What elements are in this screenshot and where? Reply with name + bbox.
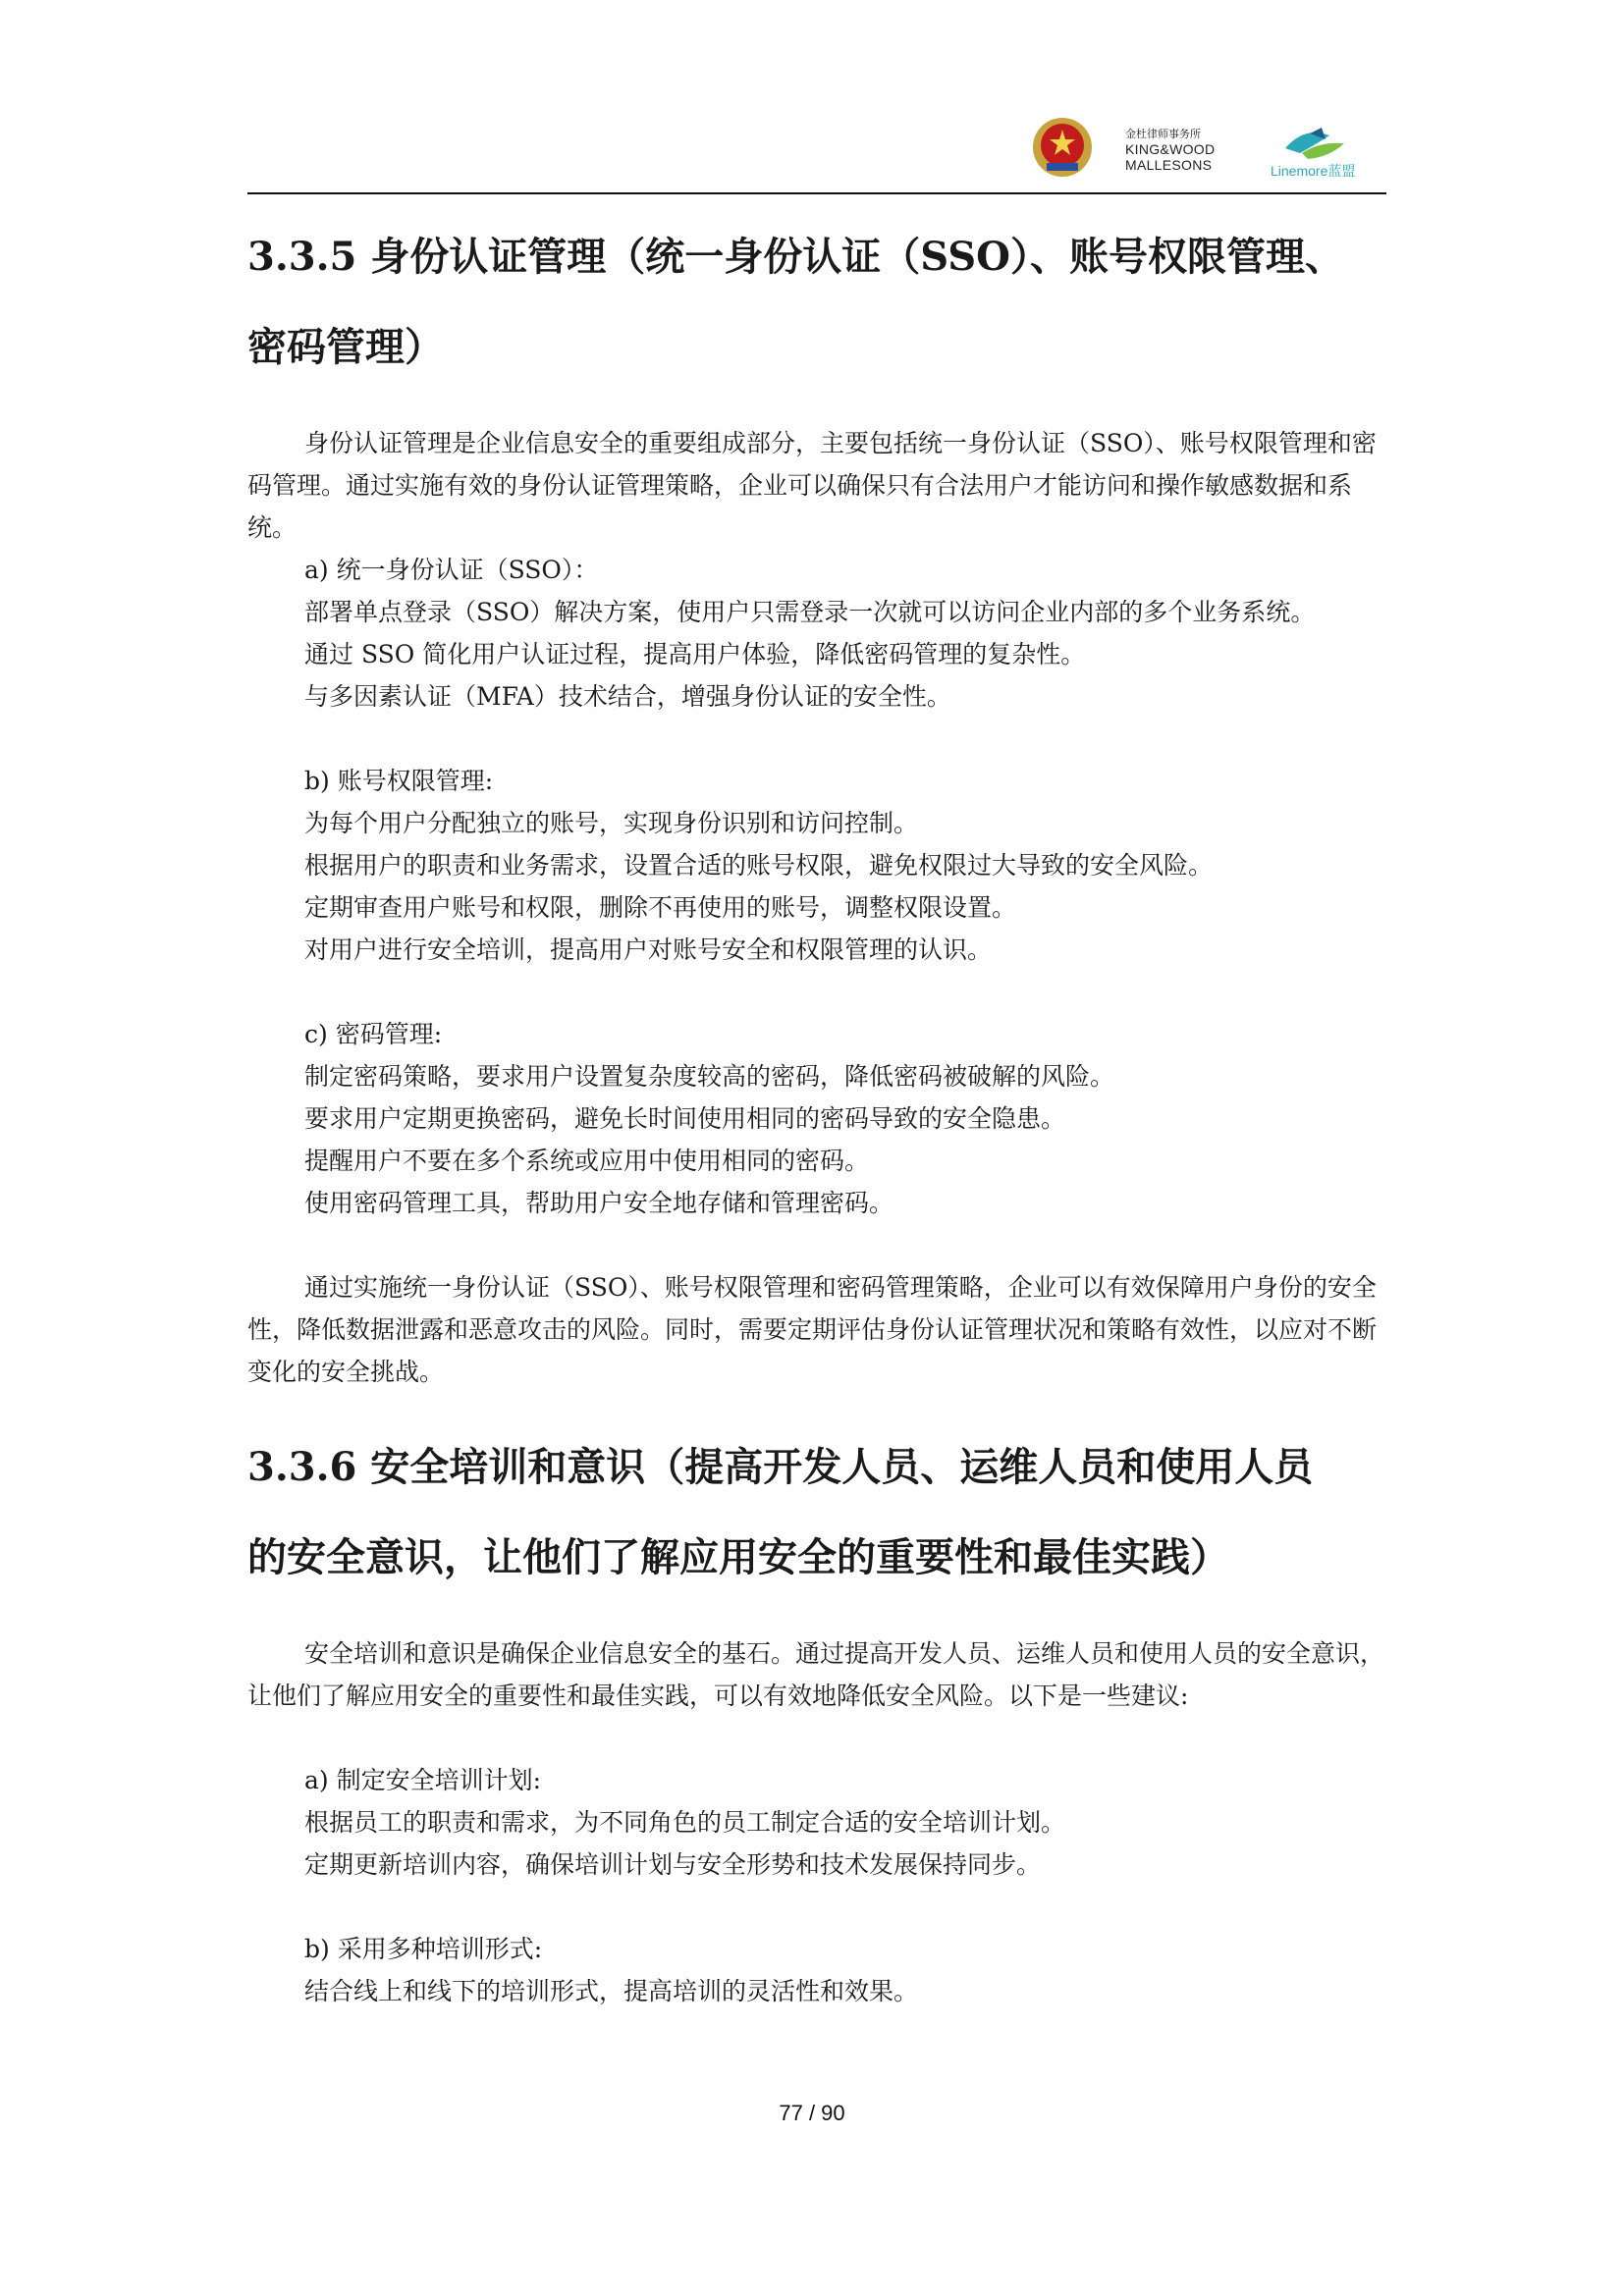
kwm-logo-cn: 金杜律师事务所 (1125, 129, 1201, 140)
section-335-title-line2: 密码管理） (247, 324, 444, 370)
section-335-c-item: 使用密码管理工具，帮助用户安全地存储和管理密码。 (304, 1189, 894, 1217)
section-335-b-item: 为每个用户分配独立的账号，实现身份识别和访问控制。 (304, 809, 919, 837)
section-336-intro: 安全培训和意识是确保企业信息安全的基石。通过提高开发人员、运维人员和使用人员的安全意识，让他们了解应用安全的重要性和最佳实践，可以有效地降低安全风险。以下是一些建议: (247, 1639, 1385, 1710)
linemore-logo-text: Linemore蓝盟 (1271, 163, 1356, 179)
header-rule (247, 192, 1386, 194)
section-335-a-item: 部署单点登录（SSO）解决方案，使用户只需登录一次就可以访问企业内部的多个业务系统。 (304, 598, 1316, 626)
header-logos (1031, 116, 1384, 187)
linemore-mark-icon (1280, 124, 1349, 163)
page-content (247, 212, 1386, 2012)
section-335-intro: 身份认证管理是企业信息安全的重要组成部分，主要包括统一身份认证（SSO）、账号权限管理和密码管理。通过实施有效的身份认证管理策略，企业可以确保只有合法用户才能访问和操作敏感数据和系统。 (247, 429, 1377, 542)
section-335-a-item: 通过 SSO 简化用户认证过程，提高用户体验，降低密码管理的复杂性。 (304, 640, 1086, 668)
section-335-b-item: 定期审查用户账号和权限，删除不再使用的账号，调整权限设置。 (304, 893, 1017, 922)
section-336-title-line1: 3.3.6 安全培训和意识（提高开发人员、运维人员和使用人员 (247, 1444, 1314, 1490)
section-335-c-item: 制定密码策略，要求用户设置复杂度较高的密码，降低密码被破解的风险。 (304, 1062, 1115, 1091)
section-335-b-item: 根据用户的职责和业务需求，设置合适的账号权限，避免权限过大导致的安全风险。 (304, 851, 1214, 880)
section-335-a-item: 与多因素认证（MFA）技术结合，增强身份认证的安全性。 (304, 682, 951, 711)
section-335-b-item: 对用户进行安全培训，提高用户对账号安全和权限管理的认识。 (304, 935, 993, 964)
section-335-a-title: a) 统一身份认证（SSO）： (304, 556, 599, 584)
kwm-logo-en-2: MALLESONS (1125, 157, 1213, 173)
section-336-b-title: b) 采用多种培训形式: (304, 1935, 543, 1963)
section-336-title-line2: 的安全意识，让他们了解应用安全的重要性和最佳实践） (247, 1534, 1229, 1580)
section-335-summary: 通过实施统一身份认证（SSO）、账号权限管理和密码管理策略，企业可以有效保障用户身份的安全性，降低数据泄露和恶意攻击的风险。同时，需要定期评估身份认证管理状况和策略有效性，以应对不断变化的安全挑战。 (247, 1273, 1378, 1386)
page-header (0, 0, 1624, 196)
section-336-a-item: 根据员工的职责和需求，为不同角色的员工制定合适的安全培训计划。 (304, 1808, 1066, 1837)
section-335-c-item: 要求用户定期更换密码，避免长时间使用相同的密码导致的安全隐患。 (304, 1104, 1066, 1133)
section-336-a-item: 定期更新培训内容，确保培训计划与安全形势和技术发展保持同步。 (304, 1850, 1042, 1879)
section-336-b-item: 结合线上和线下的培训形式，提高培训的灵活性和效果。 (304, 1977, 919, 2005)
section-335-c-title: c) 密码管理: (304, 1020, 443, 1048)
section-335-title-line1: 3.3.5 身份认证管理（统一身份认证（SSO）、账号权限管理、 (247, 234, 1345, 280)
procuratorate-emblem-icon (1031, 116, 1094, 179)
kwm-logo-en-1: KING&WOOD (1125, 141, 1216, 157)
section-335-c-item: 提醒用户不要在多个系统或应用中使用相同的密码。 (304, 1147, 870, 1175)
page-number: 77 / 90 (779, 2101, 845, 2125)
section-335-b-title: b) 账号权限管理: (304, 767, 494, 795)
section-336-a-title: a) 制定安全培训计划: (304, 1766, 542, 1794)
linemore-logo (1259, 124, 1384, 183)
